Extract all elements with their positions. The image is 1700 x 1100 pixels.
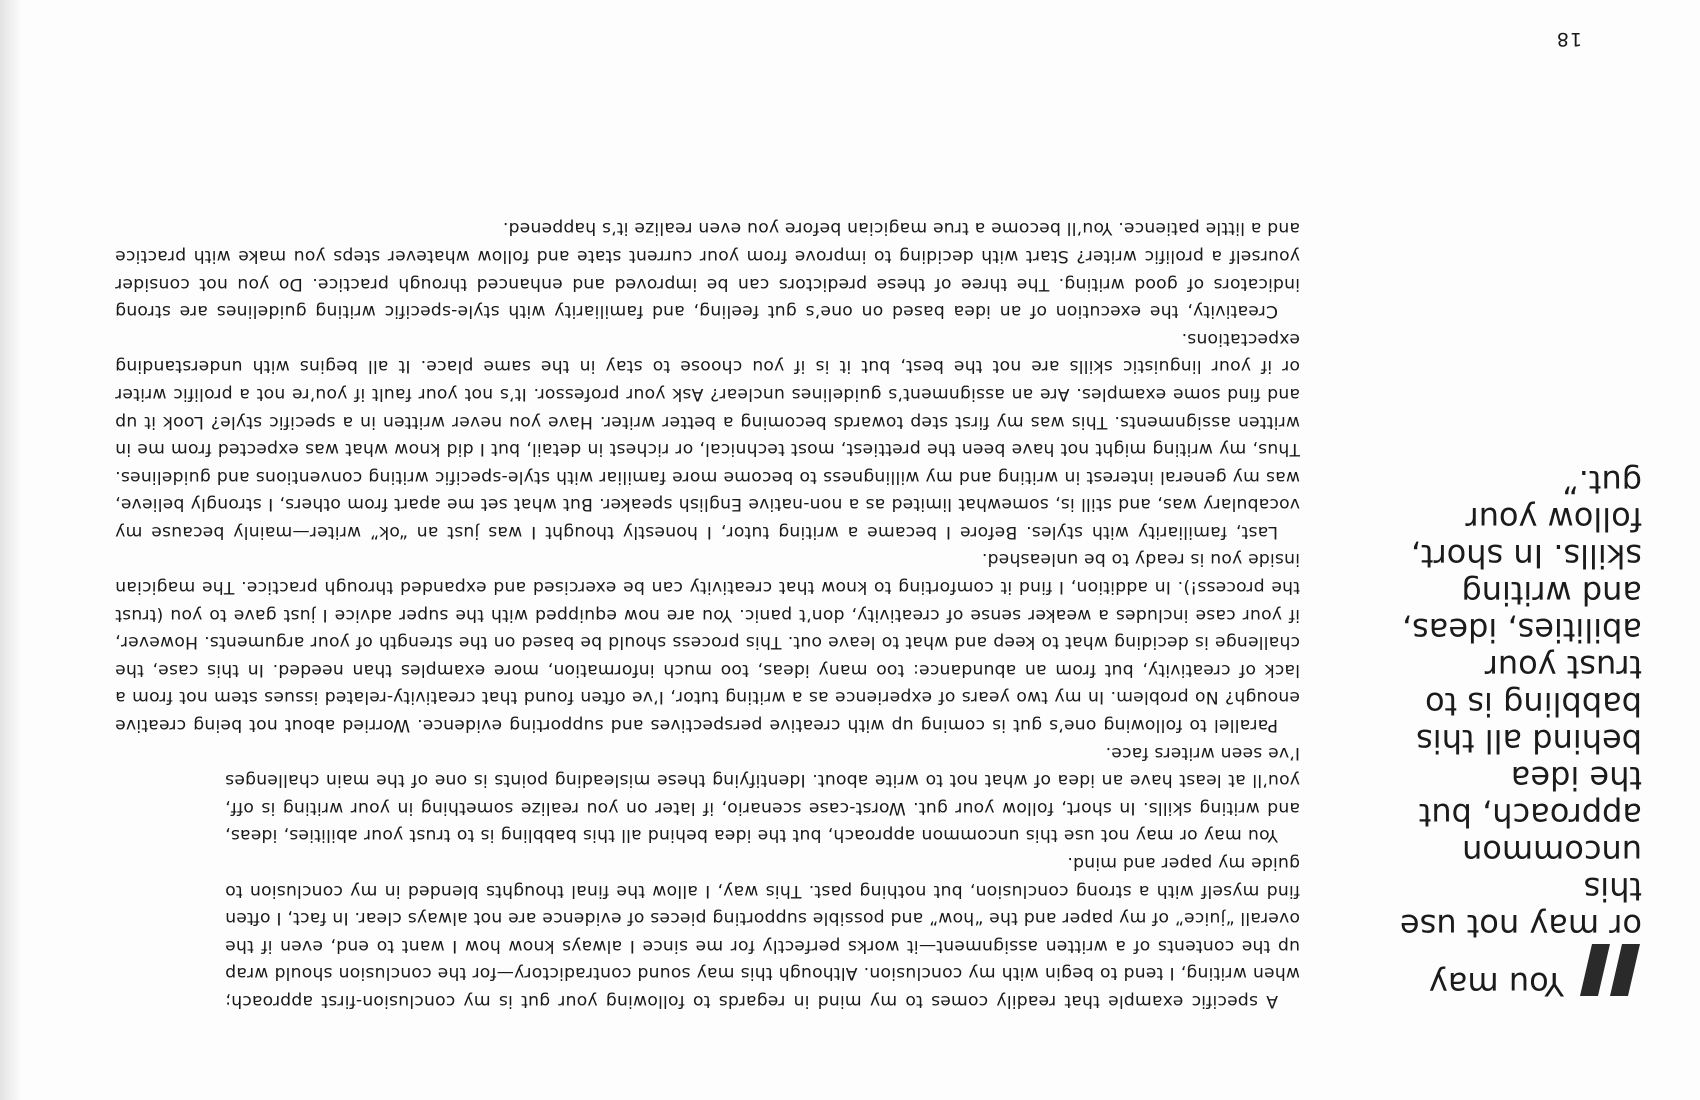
paragraph-3: Parallel to following one’s gut is coming up with creative perspectives and supporting evidence. Worried about not being creative enough? No problem. In my two years of experience as a writing tutor, I’ve often found that creativity-related issues stem not from a lack of creativity, but from an abundance: too many ideas, too much information, more examples than needed. In this case, the challenge is deciding what to keep and what to leave out. This process should be based on the strength of your arguments. However, if your case includes a weaker sense of creativity, don’t panic. You are now equipped with the super advice I just gave to you (trust the process!). In addition, I find it comforting to know that creativity can be exercised and expanded through practice. The magician inside you is ready to be unleashed. (115, 549, 1300, 736)
paragraph-1: A specific example that readily comes to my mind in regards to following your gut is my conclusion-first approach; when writing, I tend to begin with my conclusion. Although this may sound contradictory—for the conclusion should wrap up the contents of a written assignment—it works perfectly for me since I always know how I want to end, even if the overall “juice” of my paper and the “how” and possible supporting pieces of evidence are not always clear. In fact, I often find myself with a strong conclusion, but nothing past. This way, I allow the final thoughts blended in my conclusion to guide my paper and mind. (225, 853, 1300, 1011)
paragraph-2: You may or may not use this uncommon approach, but the idea behind all this babbling is to trust your abilities, ideas, and writing skills. In short, follow your gut. Worst-case scenario, if later on you realize something in your writing is off, you’ll at least have an idea of what not to write about. Identifying these misleading points is one of the main challenges I’ve seen writers face. (225, 742, 1300, 846)
page-number: 18 (1555, 28, 1582, 50)
paragraph-4: Last, familiarity with styles. Before I became a writing tutor, I honestly thought I was just an “ok” writer—mainly because my vocabulary was, and still is, somewhat limited as a non-native English speaker. But what set me apart from others, I strongly believe, was my general interest in writing and my willingness to become more familiar with style-specific writing conventions and guidelines. Thus, my writing might not have been the prettiest, most technical, or richest in detail, but I did know what was expected from me in written assignments. This was my first step towards becoming a better writer. Have you never written in a specific style? Look it up and find some examples. Are an assignment’s guidelines unclear? Ask your professor. It’s not your fault if you’re not a prolific writer or if your linguistic skills are not the best, but it is if you choose to stay in the same place. It all begins with understanding expectations. (115, 328, 1300, 542)
narrow-column (225, 738, 1300, 1014)
body-text (115, 214, 1300, 1014)
paragraph-5: Creativity, the execution of an idea based on one’s gut feeling, and familiarity with style-specific writing guidelines are strong indicators of good writing. The three of these predictors can be improved and enhanced through practice. Do you not consider yourself a prolific writer? Start with deciding to improve from your current state and follow whatever steps you make with practice and a little patience. You’ll become a true magician before you even realize it’s happened. (115, 218, 1300, 322)
pull-quote (1400, 463, 1642, 1002)
quote-mark-icon (1570, 944, 1642, 996)
pull-quote-text: You may or may not use this uncommon approach, but the idea behind all this babbling is to trust your abilities, ideas, and writing skills. In short, follow your gut.” (1399, 463, 1642, 1003)
page-edge-shadow (0, 0, 22, 1100)
